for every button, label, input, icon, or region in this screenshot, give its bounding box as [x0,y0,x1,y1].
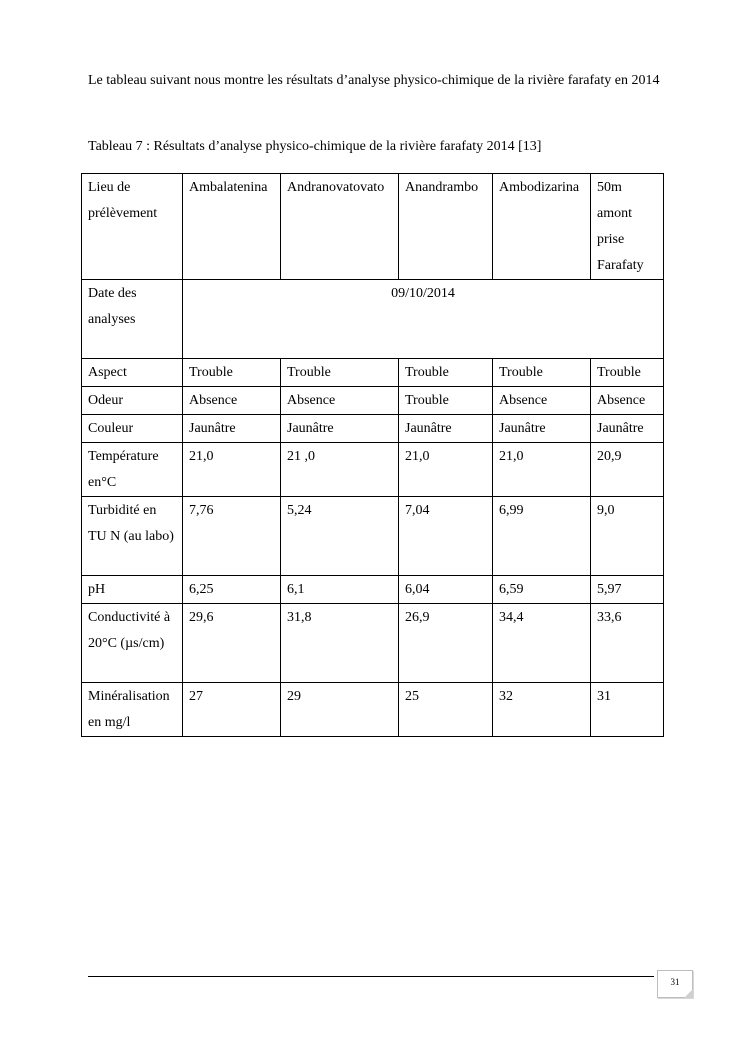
table-body [82,359,664,737]
row-label-cell: pH [82,576,183,604]
value-cell: 33,6 [591,604,664,683]
row-label-cell: Minéralisation en mg/l [82,683,183,737]
value-cell: 26,9 [399,604,493,683]
value-cell: Trouble [591,359,664,387]
value-cell: 5,97 [591,576,664,604]
value-cell: 21 ,0 [281,443,399,497]
value-cell: 6,04 [399,576,493,604]
value-cell: Trouble [493,359,591,387]
date-label-text: Date des analyses [88,286,137,327]
value-cell: Trouble [399,359,493,387]
table-row [82,359,664,387]
value-cell: Absence [591,387,664,415]
date-row [82,280,664,359]
value-cell: 7,04 [399,497,493,576]
table-row [82,683,664,737]
value-cell: Trouble [183,359,281,387]
page-number: 31 [670,977,680,987]
date-value-cell: 09/10/2014 [183,280,664,359]
table-row [82,387,664,415]
site-header-cell: 50m amont prise Farafaty [591,174,664,280]
page-curl-icon [684,989,693,998]
value-cell: 27 [183,683,281,737]
value-cell: 29,6 [183,604,281,683]
value-cell: Absence [281,387,399,415]
value-cell: 21,0 [183,443,281,497]
value-cell: 6,59 [493,576,591,604]
value-cell: Jaunâtre [591,415,664,443]
table-row [82,497,664,576]
value-cell: Trouble [399,387,493,415]
row-label-cell: Couleur [82,415,183,443]
value-cell: Jaunâtre [183,415,281,443]
row-label-cell: Température en°C [82,443,183,497]
row-label-cell: Aspect [82,359,183,387]
value-cell: 21,0 [493,443,591,497]
table-caption: Tableau 7 : Résultats d’analyse physico-chimique de la rivière farafaty 2014 [13] [88,139,542,154]
header-label-cell: Lieu de prélèvement [82,174,183,280]
date-label-cell [82,280,183,359]
table-row [82,576,664,604]
site-header-cell: Andranovatovato [281,174,399,280]
page-number-box [657,970,693,998]
value-cell: 31,8 [281,604,399,683]
value-cell: 25 [399,683,493,737]
site-header-cell: Anandrambo [399,174,493,280]
value-cell: 21,0 [399,443,493,497]
value-cell: Jaunâtre [399,415,493,443]
value-cell: 7,76 [183,497,281,576]
value-cell: 6,1 [281,576,399,604]
row-label-cell: Conductivité à 20°C (µs/cm) [82,604,183,683]
value-cell: Trouble [281,359,399,387]
site-header-cell: Ambalatenina [183,174,281,280]
value-cell: 9,0 [591,497,664,576]
value-cell: Absence [493,387,591,415]
results-table [81,173,664,737]
value-cell: 6,25 [183,576,281,604]
value-cell: Jaunâtre [493,415,591,443]
value-cell: 29 [281,683,399,737]
value-cell: 6,99 [493,497,591,576]
row-label-cell: Odeur [82,387,183,415]
value-cell: 20,9 [591,443,664,497]
value-cell: 5,24 [281,497,399,576]
value-cell: Absence [183,387,281,415]
table-header-row [82,174,664,280]
value-cell: Jaunâtre [281,415,399,443]
row-label-cell: Turbidité en TU N (au labo) [82,497,183,576]
site-header-cell: Ambodizarina [493,174,591,280]
value-cell: 31 [591,683,664,737]
value-cell: 32 [493,683,591,737]
table-row [82,604,664,683]
intro-paragraph: Le tableau suivant nous montre les résultats d’analyse physico-chimique de la rivière farafaty en 2014 [88,73,660,88]
table-row [82,443,664,497]
footer-rule [88,976,654,977]
table-row [82,415,664,443]
value-cell: 34,4 [493,604,591,683]
